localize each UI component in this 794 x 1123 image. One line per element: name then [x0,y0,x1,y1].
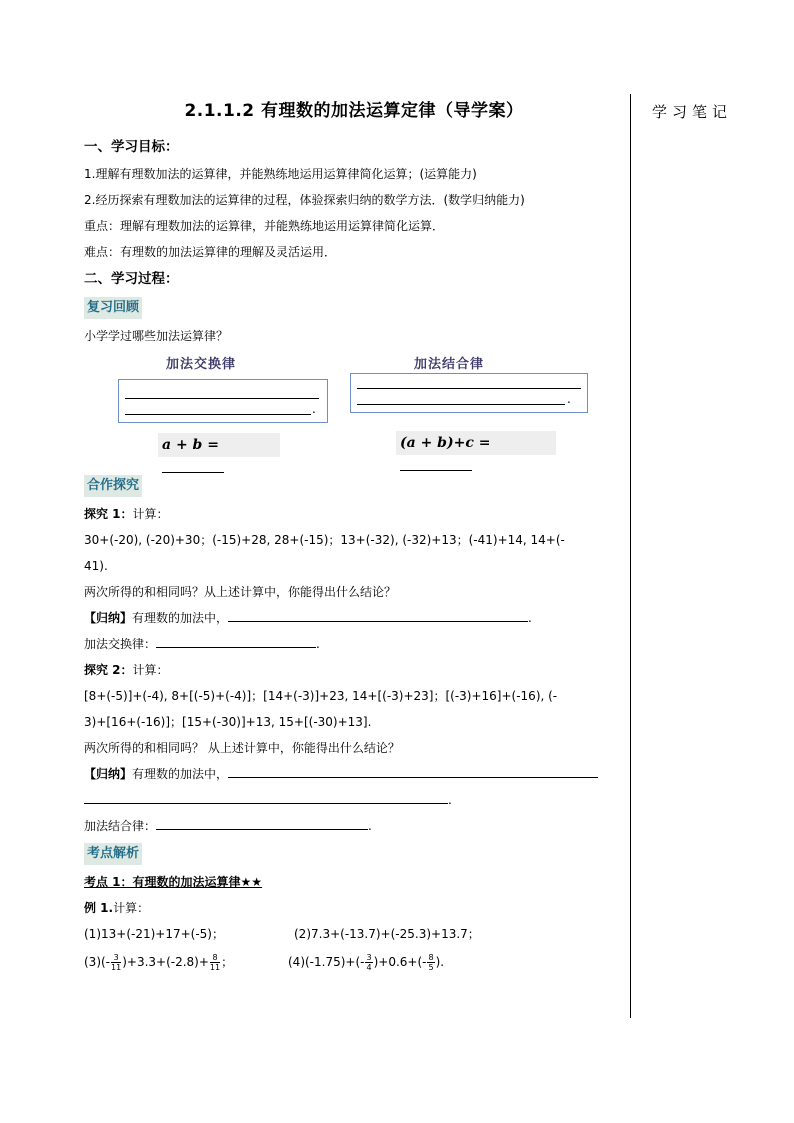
problem-3-frac-2-den: 11 [209,963,221,972]
summary-2-text: 有理数的加法中， [132,767,229,781]
example-1-label: 例 1. [84,901,114,915]
associative-blank-1 [357,388,581,389]
explore-2-line-1: [8+(-5)]+(-4), 8+[(-5)+(-4)]；[14+(-3)]+23, 14+[(-3)+23]；[(-3)+16]+(-16), (- [84,689,558,703]
summary-2-blank [228,763,598,778]
associative-formula [396,431,556,455]
problem-4-frac-2 [427,953,434,972]
associative-formula-text: (a + b)+c = [400,435,491,451]
problem-3-frac-2 [210,953,220,972]
commutative-law-label: 加法交换律 [166,357,237,372]
problem-4-b: )+0.6+(- [373,955,427,969]
goal-2: 2.经历探索有理数加法的运算律的过程，体验探索归纳的数学方法．(数学归纳能力) [84,193,525,207]
problem-4-frac-1 [365,953,372,972]
summary-1-period: . [528,611,532,625]
notes-divider [630,94,631,1018]
explore-1-question: 两次所得的和相同吗？从上述计算中，你能得出什么结论？ [84,585,397,599]
study-notes-title: 学习笔记 [652,103,733,121]
problem-3-frac-1-num: 3 [111,953,121,963]
problem-3-b: )+3.3+(-2.8)+ [122,955,209,969]
problem-3-c: ； [221,955,234,969]
point-1-text: 考点 1：有理数的加法运算律 [84,875,241,889]
point-1-stars: ★★ [240,875,263,889]
section2-heading: 二、学习过程： [84,271,179,287]
problem-4-c: ). [435,955,445,969]
problem-1: (1)13+(-21)+17+(-5)； [84,927,224,941]
explore-1-heading [84,501,624,527]
commutative-law-box [118,379,328,423]
goal-1: 1.理解有理数加法的运算律，并能熟练地运用运算律简化运算；(运算能力) [84,167,477,181]
summary-2-bracket: 【归纳】 [84,767,133,781]
problem-4-a: (4)(-1.75)+(- [288,955,365,969]
associative-blank-2 [357,404,565,405]
point-1-heading [84,869,624,895]
explore-1-label-rest: 计算： [132,507,169,521]
summary-1-blank [228,607,528,622]
summary-2-continued [84,787,624,813]
problems-row-1 [84,921,624,947]
problems-row-2 [84,947,624,977]
example-1-heading [84,895,624,921]
problem-4 [288,947,444,977]
associative-formula-blank [400,456,472,471]
explore-1-line-1: 30+(-20), (-20)+30；(-15)+28, 28+(-15)；13+(-32), (-32)+13；(-41)+14, 14+(- [84,533,565,547]
summary-2-blank-2 [84,789,448,804]
explore-1-line-2: 41). [84,559,108,573]
problem-4-frac-1-num: 3 [366,953,372,962]
associative-law-line [84,813,624,839]
problem-3-frac-2-num: 8 [210,953,220,963]
commutative-formula [158,433,280,457]
main-content [84,92,624,977]
associative-period: . [567,392,571,406]
commutative-period: . [312,402,316,416]
analysis-tag: 考点解析 [84,843,142,865]
problem-2: (2)7.3+(-13.7)+(-25.3)+13.7； [294,927,480,941]
problem-3-frac-1 [111,953,121,972]
review-question: 小学学过哪些加法运算律？ [84,329,229,343]
section1-heading: 一、学习目标： [84,139,179,155]
explore-2-heading [84,657,624,683]
explore-2-question: 两次所得的和相同吗？ 从上述计算中，你能得出什么结论？ [84,741,400,755]
summary-2 [84,761,624,787]
key-point: 重点：理解有理数加法的运算律，并能熟练地运用运算律简化运算． [84,219,445,233]
problem-3-a: (3)(- [84,955,111,969]
commutative-blank-2 [125,414,311,415]
explore-tag: 合作探究 [84,475,142,497]
problem-4-frac-1-den: 4 [366,963,372,972]
example-1-label-rest: 计算： [113,901,150,915]
summary-1-text: 有理数的加法中， [132,611,229,625]
problem-3-frac-1-den: 11 [111,963,122,972]
commutative-law-line-blank [156,633,316,648]
associative-law-line-period: . [368,819,372,833]
commutative-law-line-label: 加法交换律： [84,637,157,651]
explore-2-line-2: 3)+[16+(-16)]；[15+(-30)]+13, 15+[(-30)+13]. [84,715,372,729]
explore-2-label-rest: 计算： [132,663,169,677]
problem-4-frac-2-num: 8 [428,953,434,962]
commutative-formula-text: a + b = [162,437,219,453]
explore-1-label: 探究 1： [84,507,133,521]
summary-1-bracket: 【归纳】 [84,611,133,625]
difficulty: 难点：有理数的加法运算律的理解及灵活运用． [84,245,337,259]
associative-law-line-blank [156,815,368,830]
commutative-formula-blank [162,458,224,473]
associative-law-box [350,373,588,413]
problem-3 [84,947,288,977]
page-title: 2.1.1.2 有理数的加法运算定律（导学案） [184,101,524,121]
review-tag: 复习回顾 [84,297,142,319]
commutative-law-line [84,631,624,657]
summary-2-period: . [448,793,452,807]
summary-1 [84,605,624,631]
problem-4-frac-2-den: 5 [428,963,434,972]
commutative-blank-1 [125,398,319,399]
commutative-law-line-period: . [316,637,320,651]
explore-2-label: 探究 2： [84,663,133,677]
law-figures [84,351,624,463]
associative-law-label: 加法结合律 [414,357,485,372]
associative-law-line-label: 加法结合律： [84,819,157,833]
